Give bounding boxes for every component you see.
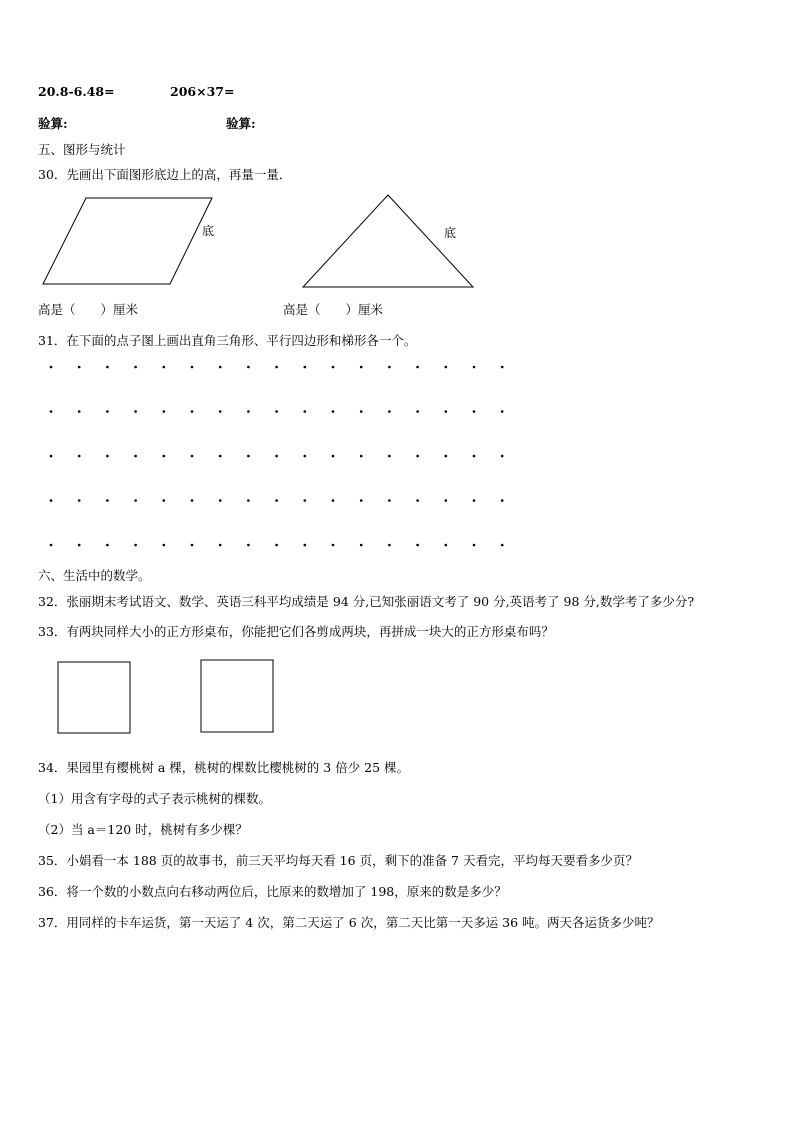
- grid-dot[interactable]: [106, 410, 109, 413]
- grid-dot[interactable]: [106, 455, 109, 458]
- calc-expr-1: 20.8-6.48=: [38, 84, 115, 99]
- grid-dot[interactable]: [473, 410, 476, 413]
- answer-height-1: 高是（ ）厘米: [38, 302, 139, 317]
- question-34: 34．果园里有樱桃树 a 棵，桃树的棵数比樱桃树的 3 倍少 25 棵。: [38, 760, 410, 775]
- grid-dot[interactable]: [163, 544, 166, 547]
- grid-dot[interactable]: [501, 366, 504, 369]
- grid-dot[interactable]: [501, 410, 504, 413]
- grid-dot[interactable]: [247, 455, 250, 458]
- grid-dot[interactable]: [134, 499, 137, 502]
- grid-dot[interactable]: [50, 366, 53, 369]
- grid-dot[interactable]: [304, 499, 307, 502]
- grid-dot[interactable]: [332, 455, 335, 458]
- triangle-figure: [303, 195, 473, 287]
- check-label-2: 验算:: [226, 116, 256, 131]
- grid-dot[interactable]: [388, 455, 391, 458]
- grid-dot[interactable]: [275, 410, 278, 413]
- grid-dot[interactable]: [332, 410, 335, 413]
- grid-dot[interactable]: [219, 455, 222, 458]
- grid-dot[interactable]: [388, 499, 391, 502]
- section-5-title: 五、图形与统计: [38, 142, 126, 157]
- grid-dot[interactable]: [388, 410, 391, 413]
- question-34-part-2: （2）当 a＝120 时，桃树有多少棵？: [38, 822, 248, 837]
- grid-dot[interactable]: [50, 455, 53, 458]
- grid-dot[interactable]: [219, 499, 222, 502]
- grid-dot[interactable]: [445, 366, 448, 369]
- grid-dot[interactable]: [304, 410, 307, 413]
- grid-dot[interactable]: [388, 366, 391, 369]
- question-32: 32．张丽期末考试语文、数学、英语三科平均成绩是 94 分,已知张丽语文考了 90 分,英语考了 98 分,数学考了多少分?: [38, 594, 695, 609]
- grid-dot[interactable]: [50, 410, 53, 413]
- grid-dot[interactable]: [275, 544, 278, 547]
- grid-dot[interactable]: [163, 410, 166, 413]
- square-tablecloth-2: [201, 660, 273, 732]
- grid-dot[interactable]: [78, 544, 81, 547]
- grid-dot[interactable]: [78, 366, 81, 369]
- dot-grid[interactable]: [50, 366, 504, 547]
- grid-dot[interactable]: [191, 499, 194, 502]
- grid-dot[interactable]: [134, 544, 137, 547]
- question-33: 33．有两块同样大小的正方形桌布，你能把它们各剪成两块，再拼成一块大的正方形桌布吗？: [38, 624, 554, 639]
- question-35: 35．小娟看一本 188 页的故事书，前三天平均每天看 16 页，剩下的准备 7 天看完，平均每天要看多少页？: [38, 853, 638, 868]
- grid-dot[interactable]: [416, 499, 419, 502]
- base-label-1: 底: [202, 224, 215, 238]
- grid-dot[interactable]: [360, 410, 363, 413]
- grid-dot[interactable]: [360, 544, 363, 547]
- answer-height-2: 高是（ ）厘米: [283, 302, 384, 317]
- base-label-2: 底: [444, 226, 457, 240]
- grid-dot[interactable]: [445, 499, 448, 502]
- grid-dot[interactable]: [247, 410, 250, 413]
- grid-dot[interactable]: [445, 455, 448, 458]
- grid-dot[interactable]: [163, 455, 166, 458]
- grid-dot[interactable]: [416, 544, 419, 547]
- question-34-part-1: （1）用含有字母的式子表示桃树的棵数。: [38, 791, 271, 806]
- grid-dot[interactable]: [106, 366, 109, 369]
- grid-dot[interactable]: [275, 366, 278, 369]
- grid-dot[interactable]: [191, 544, 194, 547]
- grid-dot[interactable]: [304, 366, 307, 369]
- grid-dot[interactable]: [473, 499, 476, 502]
- section-6-title: 六、生活中的数学。: [38, 568, 151, 583]
- grid-dot[interactable]: [247, 499, 250, 502]
- calc-expr-2: 206×37=: [170, 84, 235, 99]
- grid-dot[interactable]: [78, 455, 81, 458]
- check-label-1: 验算:: [38, 116, 68, 131]
- question-37: 37．用同样的卡车运货，第一天运了 4 次，第二天运了 6 次，第二天比第一天多运 36 吨。两天各运货多少吨？: [38, 915, 660, 930]
- grid-dot[interactable]: [360, 455, 363, 458]
- grid-dot[interactable]: [332, 366, 335, 369]
- grid-dot[interactable]: [191, 410, 194, 413]
- grid-dot[interactable]: [360, 366, 363, 369]
- grid-dot[interactable]: [360, 499, 363, 502]
- grid-dot[interactable]: [501, 544, 504, 547]
- grid-dot[interactable]: [219, 410, 222, 413]
- grid-dot[interactable]: [219, 544, 222, 547]
- grid-dot[interactable]: [501, 455, 504, 458]
- grid-dot[interactable]: [332, 499, 335, 502]
- question-30: 30．先画出下面图形底边上的高，再量一量．: [38, 167, 292, 182]
- grid-dot[interactable]: [445, 544, 448, 547]
- grid-dot[interactable]: [501, 499, 504, 502]
- grid-dot[interactable]: [134, 410, 137, 413]
- grid-dot[interactable]: [134, 366, 137, 369]
- grid-dot[interactable]: [191, 366, 194, 369]
- question-36: 36．将一个数的小数点向右移动两位后，比原来的数增加了 198，原来的数是多少？: [38, 884, 507, 899]
- grid-dot[interactable]: [78, 410, 81, 413]
- grid-dot[interactable]: [191, 455, 194, 458]
- grid-dot[interactable]: [50, 544, 53, 547]
- grid-dot[interactable]: [134, 455, 137, 458]
- grid-dot[interactable]: [473, 544, 476, 547]
- grid-dot[interactable]: [247, 544, 250, 547]
- grid-dot[interactable]: [473, 455, 476, 458]
- grid-dot[interactable]: [304, 455, 307, 458]
- grid-dot[interactable]: [445, 410, 448, 413]
- grid-dot[interactable]: [275, 455, 278, 458]
- grid-dot[interactable]: [473, 366, 476, 369]
- grid-dot[interactable]: [219, 366, 222, 369]
- grid-dot[interactable]: [106, 499, 109, 502]
- square-tablecloth-1: [58, 662, 130, 733]
- grid-dot[interactable]: [388, 544, 391, 547]
- grid-dot[interactable]: [247, 366, 250, 369]
- grid-dot[interactable]: [275, 499, 278, 502]
- grid-dot[interactable]: [416, 455, 419, 458]
- grid-dot[interactable]: [50, 499, 53, 502]
- grid-dot[interactable]: [416, 366, 419, 369]
- parallelogram-figure: [43, 198, 215, 284]
- grid-dot[interactable]: [163, 499, 166, 502]
- grid-dot[interactable]: [106, 544, 109, 547]
- grid-dot[interactable]: [163, 366, 166, 369]
- grid-dot[interactable]: [332, 544, 335, 547]
- grid-dot[interactable]: [416, 410, 419, 413]
- grid-dot[interactable]: [78, 499, 81, 502]
- grid-dot[interactable]: [304, 544, 307, 547]
- question-31: 31．在下面的点子图上画出直角三角形、平行四边形和梯形各一个。: [38, 333, 417, 348]
